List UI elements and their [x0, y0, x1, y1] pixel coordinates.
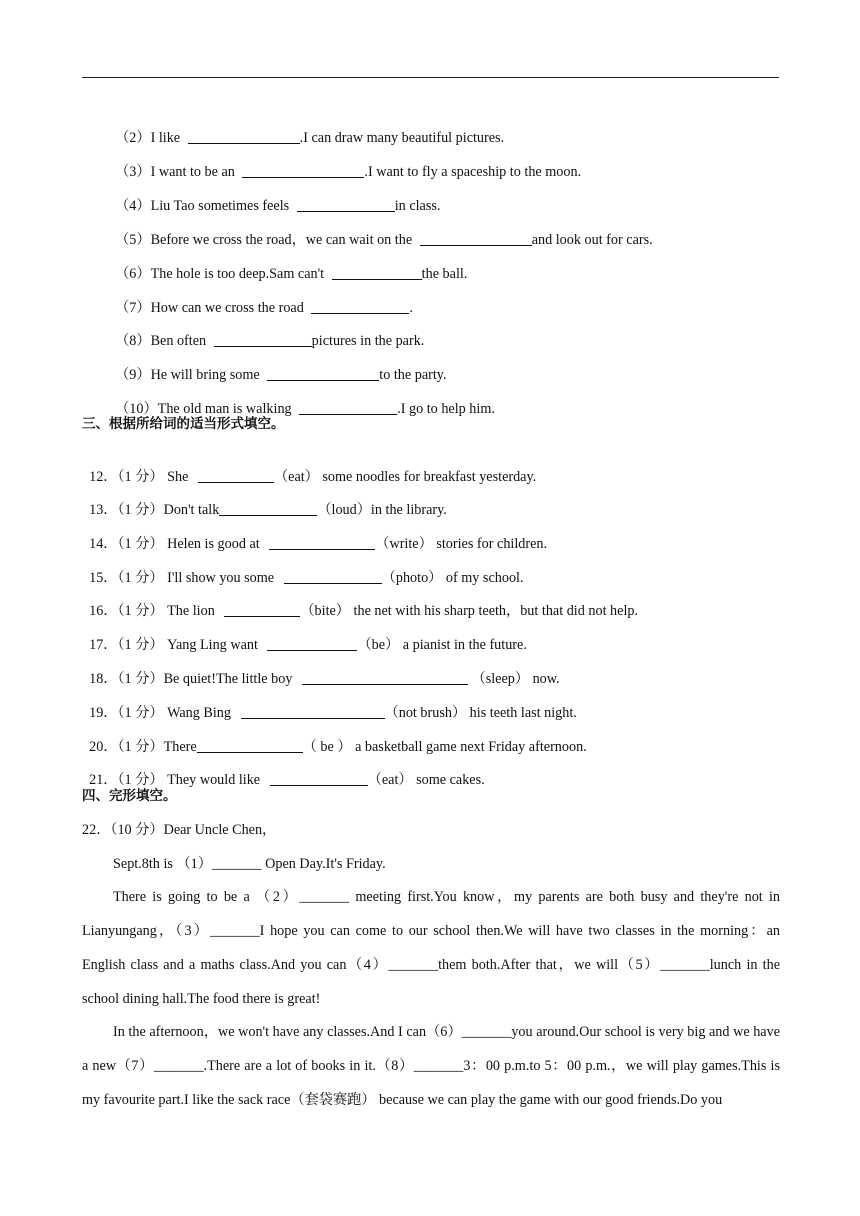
answer-blank[interactable] [197, 738, 303, 753]
answer-blank[interactable] [241, 704, 385, 719]
question-12: 12．（1 分） She （eat） some noodles for breakfast yesterday. [89, 469, 537, 485]
answer-blank[interactable] [311, 299, 409, 314]
section-3-title: 三、根据所给词的适当形式填空。 [82, 416, 285, 432]
question-14: 14．（1 分） Helen is good at （write） stories for children. [89, 536, 548, 552]
answer-blank[interactable] [284, 569, 382, 584]
answer-blank[interactable] [267, 636, 357, 651]
answer-blank[interactable] [420, 231, 532, 246]
question-21: 21．（1 分） They would like （eat） some cakes. [89, 772, 485, 788]
answer-blank[interactable] [269, 535, 375, 550]
question-13: 13．（1 分）Don't talk （loud）in the library. [89, 502, 447, 518]
question-7: （7）How can we cross the road . [115, 300, 413, 316]
question-5: （5）Before we cross the road，we can wait on the and look out for cars. [115, 232, 653, 248]
answer-blank[interactable] [297, 197, 395, 212]
answer-blank[interactable] [242, 163, 364, 178]
question-15: 15．（1 分） I'll show you some （photo） of my school. [89, 570, 524, 586]
question-9: （9）He will bring some to the party. [115, 367, 447, 383]
answer-blank[interactable] [188, 129, 300, 144]
letter-line-1: Sept.8th is （1）_______ Open Day.It's Friday. [113, 856, 386, 872]
answer-blank[interactable] [224, 602, 300, 617]
question-16: 16．（1 分） The lion （bite） the net with his sharp teeth，but that did not help. [89, 603, 639, 619]
question-10: （10）The old man is walking .I go to help him. [115, 401, 495, 417]
answer-blank[interactable] [270, 771, 368, 786]
question-4: （4）Liu Tao sometimes feels in class. [115, 198, 441, 214]
answer-blank[interactable] [302, 670, 468, 685]
question-2: （2）I like .I can draw many beautiful pictures. [115, 130, 505, 146]
answer-blank[interactable] [214, 332, 312, 347]
section-4-title: 四、完形填空。 [82, 788, 177, 804]
answer-blank[interactable] [299, 400, 397, 415]
answer-blank[interactable] [267, 366, 379, 381]
answer-blank[interactable] [219, 501, 317, 516]
question-8: （8）Ben often pictures in the park. [115, 333, 425, 349]
question-18: 18．（1 分）Be quiet!The little boy （sleep） now. [89, 671, 560, 687]
question-17: 17．（1 分） Yang Ling want （be） a pianist in the future. [89, 637, 527, 653]
question-22-header: 22．（10 分）Dear Uncle Chen， [82, 822, 277, 838]
answer-blank[interactable] [198, 468, 274, 483]
question-6: （6）The hole is too deep.Sam can't the ball. [115, 266, 468, 282]
letter-paragraph-1: There is going to be a （2）_______ meeting first.You know，my parents are both busy and they're not in Lianyungang，（3）_______I hope you can come to our school then.We will have two classes in the morning：an English class and a maths class.And you can（4）_______them both.After that，we will（5）_______lunch in the school dining hall.The food there is great! [82, 889, 780, 1007]
question-20: 20．（1 分）There （ be ） a basketball game next Friday afternoon. [89, 739, 587, 755]
answer-blank[interactable] [332, 265, 422, 280]
header-rule [82, 77, 779, 78]
letter-paragraph-2: In the afternoon，we won't have any classes.And I can（6）_______you around.Our school is very big and we have a new（7）_______.There are a lot of books in it.（8）_______3：00 p.m.to 5：00 p.m.，we will play games.This is my favourite part.I like the sack race（套袋赛跑） because we can play the game with our good friends.Do you [82, 1024, 780, 1108]
question-19: 19．（1 分） Wang Bing （not brush） his teeth last night. [89, 705, 577, 721]
question-3: （3）I want to be an .I want to fly a spaceship to the moon. [115, 164, 582, 180]
